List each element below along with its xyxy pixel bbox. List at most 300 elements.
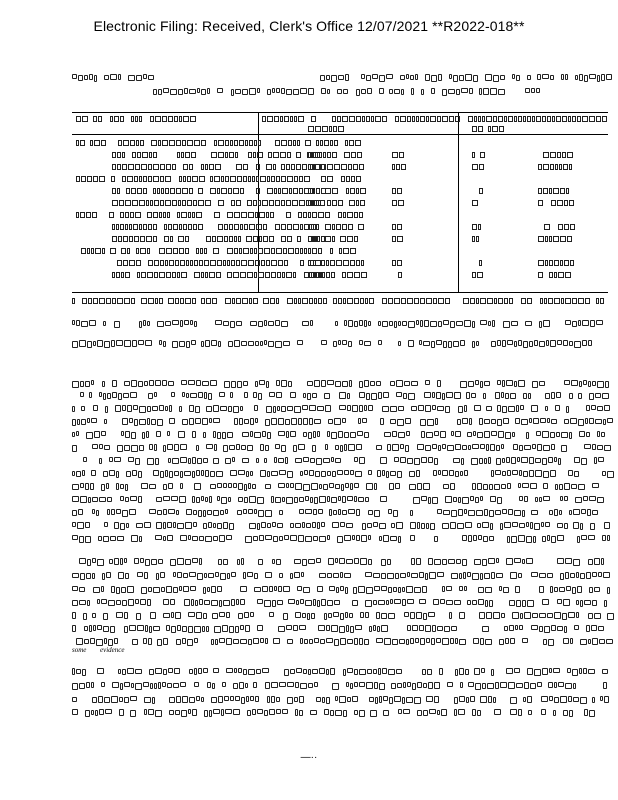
glyph-mark: [555, 484, 558, 490]
glyph-mark: [557, 626, 563, 631]
glyph-mark: [226, 612, 230, 618]
glyph-mark: [390, 599, 393, 604]
table-glyph-mark: [401, 164, 406, 170]
table-glyph-mark: [172, 164, 176, 170]
glyph-mark: [368, 470, 372, 475]
glyph-mark: [373, 600, 377, 605]
glyph-mark: [352, 535, 355, 540]
glyph-mark: [130, 392, 137, 398]
table-glyph-mark: [275, 140, 280, 146]
glyph-mark: [245, 625, 250, 632]
glyph-mark: [310, 320, 313, 326]
glyph-mark: [303, 484, 310, 491]
glyph-mark: [293, 445, 297, 452]
glyph-mark: [508, 682, 515, 689]
table-glyph-mark: [349, 116, 355, 122]
glyph-mark: [124, 340, 131, 347]
table-glyph-mark: [225, 152, 228, 158]
table-glyph-mark: [153, 188, 156, 194]
glyph-mark: [342, 381, 348, 387]
table-glyph-mark: [299, 200, 305, 206]
glyph-mark: [313, 536, 318, 541]
glyph-mark: [116, 471, 119, 478]
glyph-mark: [508, 509, 513, 515]
glyph-mark: [466, 392, 470, 399]
glyph-mark: [247, 445, 253, 451]
glyph-mark: [177, 625, 181, 631]
glyph-mark: [323, 484, 328, 490]
glyph-mark: [238, 470, 245, 475]
glyph-mark: [494, 484, 500, 490]
glyph-mark: [423, 683, 427, 688]
glyph-mark: [285, 457, 288, 464]
glyph-mark: [163, 669, 167, 675]
table-glyph-mark: [299, 188, 303, 194]
glyph-mark: [391, 683, 396, 689]
table-glyph-mark: [162, 116, 167, 122]
table-glyph-mark: [298, 116, 304, 122]
glyph-mark: [489, 536, 494, 541]
glyph-mark: [548, 457, 553, 463]
glyph-mark: [264, 458, 267, 463]
glyph-mark: [234, 340, 240, 347]
glyph-mark: [391, 523, 395, 528]
glyph-mark: [290, 392, 296, 398]
glyph-mark: [158, 682, 161, 689]
glyph-mark: [449, 470, 454, 476]
glyph-mark: [571, 380, 578, 386]
glyph-mark: [79, 587, 85, 592]
glyph-mark: [194, 638, 198, 643]
glyph-mark: [319, 573, 326, 578]
glyph-mark: [104, 419, 107, 424]
table-glyph-mark: [263, 236, 268, 242]
table-glyph-mark: [382, 116, 387, 122]
table-glyph-mark: [166, 272, 171, 278]
table-glyph-mark: [262, 200, 268, 206]
table-glyph-mark: [308, 152, 311, 158]
glyph-mark: [176, 639, 181, 645]
glyph-mark: [410, 75, 414, 80]
table-glyph-mark: [112, 224, 115, 230]
glyph-mark: [490, 88, 497, 95]
table-glyph-mark: [179, 248, 184, 254]
table-glyph-mark: [553, 236, 559, 242]
glyph-mark: [406, 586, 413, 593]
glyph-mark: [127, 668, 134, 674]
table-glyph-mark: [137, 188, 142, 194]
table-glyph-mark: [269, 236, 274, 242]
glyph-mark: [491, 669, 494, 676]
table-glyph-mark: [95, 248, 101, 254]
glyph-mark: [195, 406, 200, 413]
table-glyph-mark: [287, 152, 291, 158]
glyph-mark: [144, 381, 148, 386]
glyph-mark: [108, 600, 115, 606]
table-glyph-mark: [338, 212, 342, 218]
glyph-mark: [115, 405, 121, 412]
table-glyph-mark: [478, 224, 481, 230]
glyph-mark: [404, 381, 410, 386]
table-glyph-mark: [121, 272, 124, 278]
glyph-mark: [91, 710, 94, 715]
glyph-mark: [487, 683, 494, 689]
glyph-mark: [303, 669, 307, 674]
glyph-mark: [246, 471, 249, 477]
table-glyph-mark: [555, 164, 558, 170]
table-glyph-mark: [172, 272, 176, 278]
glyph-mark: [472, 573, 479, 580]
glyph-mark: [473, 75, 478, 82]
glyph-mark: [542, 74, 549, 79]
glyph-mark: [511, 457, 516, 464]
glyph-mark: [601, 74, 605, 81]
glyph-mark: [111, 586, 115, 593]
glyph-mark: [539, 497, 542, 502]
glyph-mark: [543, 471, 549, 478]
table-glyph-mark: [126, 188, 130, 194]
glyph-mark: [359, 638, 363, 645]
glyph-mark: [480, 496, 483, 501]
glyph-mark: [578, 393, 582, 399]
glyph-mark: [365, 612, 369, 618]
glyph-mark: [416, 558, 421, 565]
table-glyph-mark: [540, 298, 543, 304]
table-glyph-mark: [316, 188, 320, 194]
table-glyph-mark: [361, 272, 367, 278]
glyph-mark: [180, 471, 183, 478]
table-glyph-mark: [102, 248, 105, 254]
table-glyph-mark: [333, 126, 337, 132]
glyph-mark: [476, 341, 479, 346]
glyph-mark: [564, 419, 569, 424]
table-glyph-mark: [174, 116, 178, 122]
glyph-mark: [607, 418, 613, 423]
glyph-mark: [182, 626, 187, 632]
glyph-mark: [120, 683, 123, 690]
table-glyph-mark: [329, 126, 332, 132]
glyph-mark: [370, 381, 375, 386]
glyph-mark: [182, 696, 188, 703]
glyph-mark: [367, 669, 372, 674]
glyph-mark: [369, 697, 374, 702]
glyph-mark: [114, 522, 119, 529]
glyph-mark: [258, 321, 263, 327]
glyph-mark: [136, 613, 141, 620]
table-glyph-mark: [153, 164, 159, 170]
glyph-mark: [495, 470, 501, 475]
glyph-mark: [437, 710, 440, 715]
glyph-mark: [326, 75, 330, 80]
glyph-mark: [278, 626, 285, 632]
glyph-mark: [364, 341, 371, 346]
glyph-mark: [290, 483, 294, 488]
table-bottom-rule: [72, 292, 608, 293]
glyph-mark: [244, 497, 248, 503]
table-glyph-mark: [527, 116, 531, 122]
glyph-mark: [321, 522, 325, 527]
glyph-mark: [425, 405, 431, 412]
glyph-mark: [382, 321, 388, 327]
glyph-mark: [419, 625, 424, 631]
table-glyph-mark: [543, 164, 549, 170]
table-glyph-mark: [589, 116, 595, 122]
glyph-mark: [401, 89, 404, 95]
glyph-mark: [79, 683, 85, 689]
glyph-mark: [309, 470, 314, 476]
table-glyph-mark: [287, 224, 292, 230]
glyph-mark: [110, 536, 116, 541]
table-glyph-mark: [570, 224, 575, 230]
glyph-mark: [138, 340, 144, 345]
data-table: [72, 112, 608, 302]
glyph-mark: [442, 559, 447, 565]
glyph-mark: [584, 709, 588, 716]
glyph-mark: [283, 341, 290, 346]
glyph-mark: [473, 431, 476, 436]
glyph-mark: [416, 320, 419, 325]
glyph-mark: [118, 393, 122, 400]
glyph-mark: [259, 535, 264, 541]
table-glyph-mark: [185, 152, 190, 158]
glyph-mark: [168, 668, 173, 673]
glyph-mark: [431, 341, 435, 348]
glyph-mark: [514, 510, 521, 516]
glyph-mark: [527, 668, 533, 675]
glyph-mark: [228, 406, 232, 412]
table-glyph-mark: [382, 298, 387, 304]
glyph-mark: [448, 559, 455, 564]
glyph-mark: [236, 599, 239, 605]
glyph-mark: [203, 587, 206, 594]
table-glyph-mark: [124, 298, 130, 304]
glyph-mark: [586, 572, 591, 579]
glyph-mark: [472, 600, 477, 605]
table-glyph-mark: [315, 272, 319, 278]
table-glyph-mark: [248, 260, 254, 266]
table-glyph-mark: [554, 298, 560, 304]
glyph-mark: [347, 496, 353, 501]
glyph-mark: [148, 75, 154, 80]
glyph-mark: [207, 682, 211, 688]
glyph-mark: [541, 709, 546, 715]
glyph-mark: [278, 483, 285, 488]
glyph-mark: [415, 74, 418, 80]
table-glyph-mark: [241, 260, 247, 266]
glyph-mark: [558, 682, 564, 687]
glyph-mark: [99, 392, 102, 397]
glyph-mark: [121, 431, 124, 436]
glyph-mark: [347, 697, 351, 702]
table-glyph-mark: [527, 298, 532, 304]
glyph-mark: [170, 599, 175, 605]
glyph-mark: [557, 523, 563, 528]
glyph-mark: [569, 510, 572, 515]
glyph-mark: [488, 696, 492, 703]
glyph-mark: [458, 497, 461, 503]
table-glyph-mark: [239, 248, 242, 254]
glyph-mark: [425, 445, 431, 451]
table-glyph-mark: [560, 260, 563, 266]
glyph-mark: [192, 457, 196, 464]
table-glyph-mark: [147, 248, 150, 254]
glyph-mark: [305, 509, 312, 514]
glyph-mark: [194, 682, 199, 687]
table-glyph-mark: [302, 298, 308, 304]
glyph-mark: [173, 522, 176, 528]
table-glyph-mark: [308, 200, 311, 206]
glyph-mark: [427, 419, 434, 426]
glyph-mark: [184, 88, 188, 94]
table-glyph-mark: [117, 298, 123, 304]
table-glyph-mark: [127, 248, 130, 254]
table-glyph-mark: [99, 298, 105, 304]
glyph-mark: [101, 682, 105, 687]
glyph-mark: [99, 444, 103, 449]
table-glyph-mark: [326, 260, 329, 266]
glyph-mark: [400, 457, 406, 463]
glyph-mark: [338, 340, 341, 345]
glyph-mark: [128, 599, 134, 606]
table-glyph-mark: [106, 298, 111, 304]
table-glyph-mark: [155, 298, 158, 304]
glyph-mark: [505, 638, 509, 644]
glyph-mark: [576, 572, 579, 578]
glyph-mark: [369, 626, 372, 632]
table-glyph-mark: [120, 116, 124, 122]
glyph-mark: [492, 320, 495, 327]
glyph-mark: [491, 572, 495, 579]
glyph-mark: [445, 496, 452, 503]
glyph-mark: [403, 682, 406, 688]
table-glyph-mark: [231, 200, 235, 206]
table-glyph-mark: [205, 200, 211, 206]
table-glyph-mark: [348, 164, 352, 170]
glyph-mark: [430, 321, 437, 327]
glyph-mark: [189, 405, 194, 412]
glyph-mark: [349, 613, 353, 618]
glyph-mark: [135, 683, 142, 690]
glyph-mark: [365, 497, 369, 502]
glyph-mark: [532, 381, 538, 388]
glyph-mark: [462, 445, 467, 450]
glyph-mark: [518, 709, 522, 716]
glyph-mark: [338, 75, 344, 80]
glyph-mark: [176, 510, 179, 515]
glyph-mark: [300, 88, 307, 94]
glyph-mark: [449, 612, 452, 619]
table-glyph-mark: [396, 164, 400, 170]
glyph-mark: [457, 523, 464, 529]
table-glyph-mark: [340, 236, 346, 242]
table-glyph-mark: [201, 298, 205, 304]
glyph-mark: [231, 89, 234, 96]
glyph-mark: [402, 321, 407, 326]
glyph-mark: [558, 458, 561, 465]
glyph-mark: [354, 496, 357, 502]
table-glyph-mark: [289, 188, 292, 194]
table-glyph-mark: [99, 176, 105, 182]
table-glyph-mark: [264, 248, 270, 254]
glyph-mark: [196, 445, 199, 451]
glyph-mark: [211, 600, 218, 606]
table-glyph-mark: [569, 164, 572, 170]
table-glyph-mark: [245, 140, 248, 146]
glyph-mark: [485, 74, 492, 81]
glyph-mark: [469, 418, 472, 425]
table-glyph-mark: [355, 140, 361, 146]
table-glyph-mark: [242, 298, 248, 304]
glyph-mark: [523, 341, 528, 348]
table-glyph-mark: [442, 116, 448, 122]
glyph-mark: [377, 470, 381, 477]
table-glyph-mark: [514, 116, 517, 122]
glyph-mark: [515, 586, 520, 593]
glyph-mark: [464, 586, 467, 591]
glyph-mark: [229, 523, 234, 530]
glyph-mark: [194, 483, 201, 490]
glyph-mark: [185, 559, 191, 565]
table-glyph-mark: [194, 260, 198, 266]
table-glyph-mark: [398, 200, 404, 206]
table-glyph-mark: [259, 212, 265, 218]
glyph-mark: [226, 535, 232, 540]
glyph-mark: [250, 431, 253, 437]
glyph-mark: [573, 697, 579, 702]
glyph-mark: [510, 393, 516, 399]
glyph-mark: [202, 418, 208, 425]
glyph-mark: [163, 599, 169, 605]
table-glyph-mark: [560, 188, 565, 194]
table-glyph-mark: [286, 164, 290, 170]
table-glyph-mark: [336, 224, 341, 230]
table-glyph-mark: [397, 188, 402, 194]
table-glyph-mark: [300, 248, 303, 254]
glyph-mark: [412, 683, 416, 690]
glyph-mark: [594, 613, 601, 619]
glyph-mark: [81, 406, 85, 411]
glyph-mark: [583, 496, 588, 501]
glyph-mark: [248, 509, 253, 514]
glyph-mark: [312, 445, 316, 452]
glyph-mark: [117, 536, 124, 541]
glyph-mark: [543, 639, 547, 645]
table-glyph-mark: [227, 272, 232, 278]
table-glyph-mark: [308, 188, 311, 194]
glyph-mark: [542, 536, 546, 542]
table-glyph-mark: [463, 298, 469, 304]
glyph-mark: [394, 89, 400, 94]
glyph-mark: [514, 341, 517, 347]
glyph-mark: [516, 405, 519, 412]
table-glyph-mark: [356, 116, 361, 122]
glyph-mark: [526, 536, 532, 543]
glyph-mark: [172, 320, 179, 325]
glyph-mark: [166, 625, 170, 631]
table-glyph-mark: [252, 176, 255, 182]
glyph-mark: [478, 587, 484, 593]
glyph-mark: [265, 510, 272, 517]
glyph-mark: [326, 697, 330, 704]
glyph-mark: [83, 457, 87, 462]
glyph-mark: [417, 682, 422, 688]
glyph-mark: [238, 668, 242, 673]
table-glyph-mark: [267, 176, 270, 182]
glyph-mark: [204, 600, 210, 605]
glyph-mark: [217, 432, 221, 439]
glyph-mark: [122, 418, 128, 425]
glyph-mark: [473, 638, 479, 644]
